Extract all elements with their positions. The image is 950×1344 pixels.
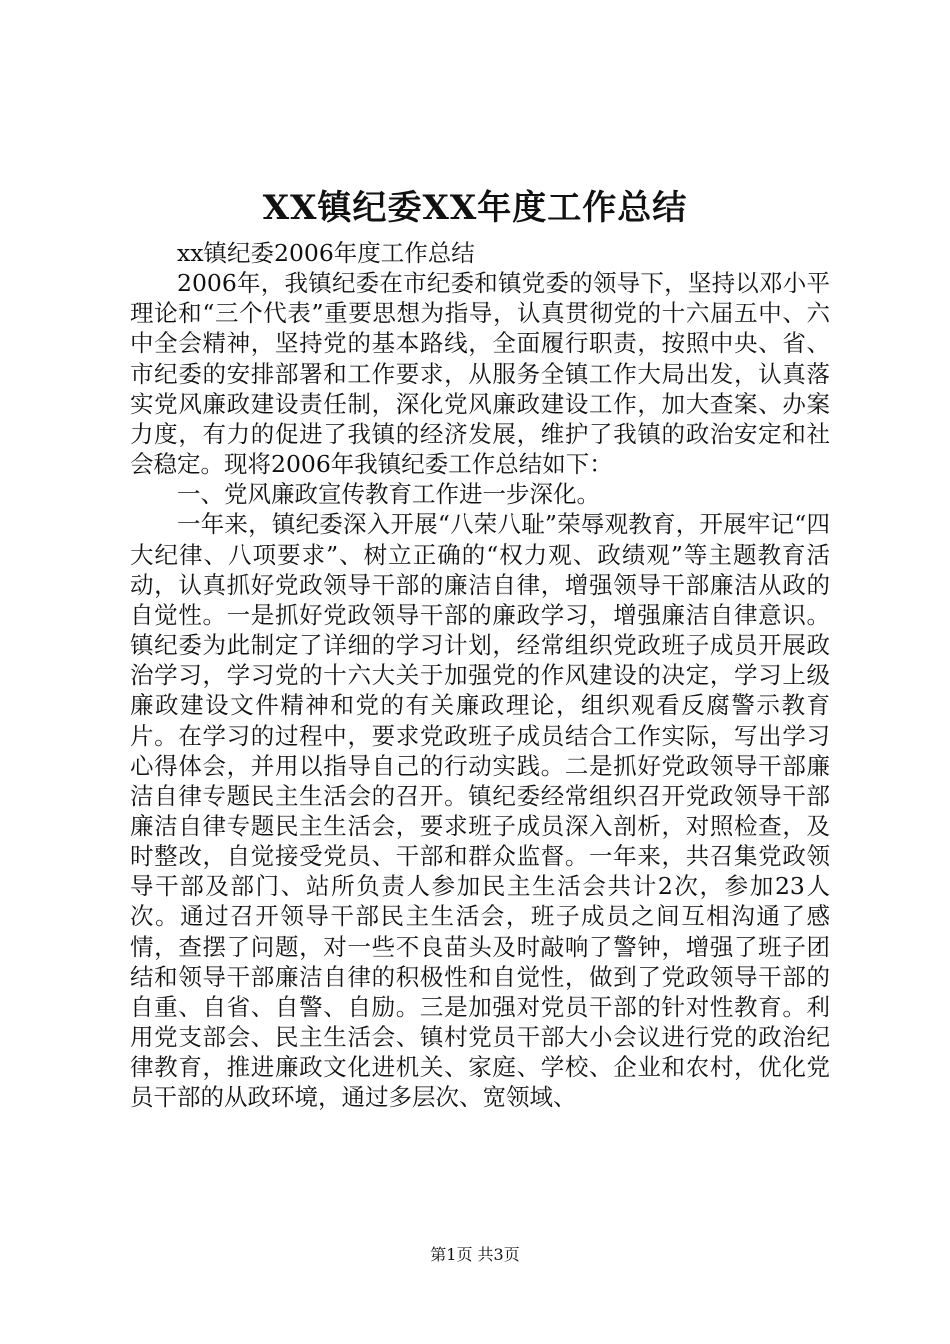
subtitle-paragraph: xx镇纪委2006年度工作总结 bbox=[177, 239, 475, 267]
page-footer: 第1页 共3页 bbox=[430, 1245, 520, 1264]
section-paragraph: 一年来，镇纪委深入开展“八荣八耻”荣辱观教育，开展牢记“四大纪律、八项要求”、树立正确的“权力观、政绩观”等主题教育活动，认真抓好党政领导干部的廉洁自律，增强领导干部廉洁从政的自觉性。一是抓好党政领导干部的廉政学习，增强廉洁自律意识。镇纪委为此制定了详细的学习计划，经常组织党政班子成员开展政治学习，学习党的十六大关于加强党的作风建设的决定，学习上级廉政建设文件精神和党的有关廉政理论，组织观看反腐警示教育片。在学习的过程中，要求党政班子成员结合工作实际，写出学习心得体会，并用以指导自己的行动实践。二是抓好党政领导干部廉洁自律专题民主生活会的召开。镇纪委经常组织召开党政领导干部廉洁自律专题民主生活会，要求班子成员深入剖析，对照检查，及时整改，自觉接受党员、干部和群众监督。一年来，共召集党政领导干部及部门、站所负责人参加民主生活会共计2次，参加23人次。通过召开领导干部民主生活会，班子成员之间互相沟通了感情，查摆了问题，对一些不良苗头及时敲响了警钟，增强了班子团结和领导干部廉洁自律的积极性和自觉性，做到了党政领导干部的自重、自省、自警、自励。三是加强对党员干部的针对性教育。利用党支部会、民主生活会、镇村党员干部大小会议进行党的政治纪律教育，推进廉政文化进机关、家庭、学校、企业和农村，优化党员干部的从政环境，通过多层次、宽领域、 bbox=[130, 510, 830, 1112]
document-body bbox=[130, 238, 830, 1113]
section-heading: 一、党风廉政宣传教育工作进一步深化。 bbox=[177, 480, 600, 509]
document-title: XX镇纪委XX年度工作总结 bbox=[262, 188, 688, 228]
intro-paragraph: 2006年，我镇纪委在市纪委和镇党委的领导下，坚持以邓小平理论和“三个代表”重要思想为指导，认真贯彻党的十六届五中、六中全会精神，坚持党的基本路线，全面履行职责，按照中央、省、市纪委的安排部署和工作要求，从服务全镇工作大局出发，认真落实党风廉政建设责任制，深化党风廉政建设工作，加大查案、办案力度，有力的促进了我镇的经济发展，维护了我镇的政治安定和社会稳定。现将2006年我镇纪委工作总结如下： bbox=[130, 269, 830, 479]
